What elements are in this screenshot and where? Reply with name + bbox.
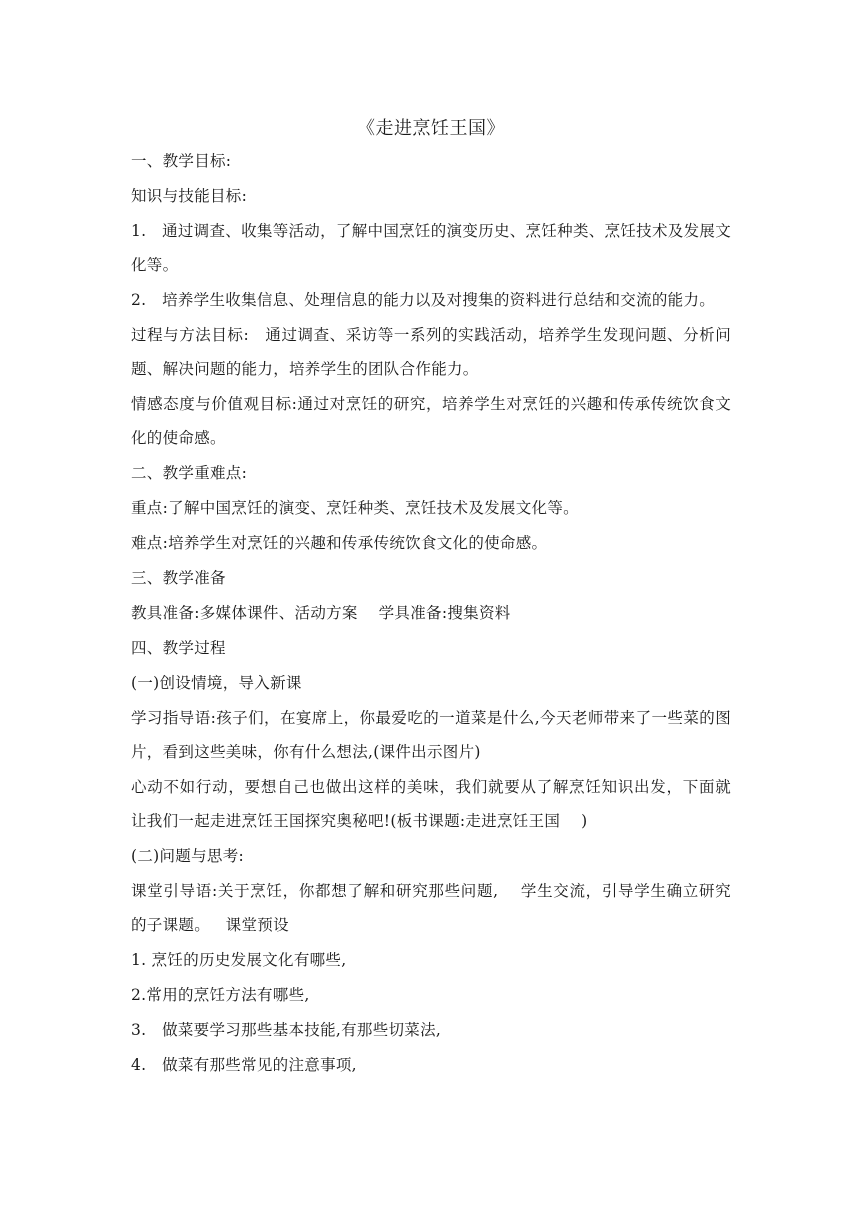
guide-paragraph-1: 学习指导语:孩子们，在宴席上，你最爱吃的一道菜是什么,今天老师带来了一些菜的图片，看到这些美味，你有什么想法,(课件出示图片) [131, 709, 731, 761]
key-point: 重点:了解中国烹饪的演变、烹饪种类、烹饪技术及发展文化等。 [131, 499, 579, 517]
emotion-value-objective: 情感态度与价值观目标:通过对烹饪的研究，培养学生对烹饪的兴趣和传承传统饮食文化的使命感。 [131, 395, 731, 447]
preset-question-2: 2.常用的烹饪方法有哪些, [131, 986, 310, 1004]
guide-paragraph-2: 心动不如行动，要想自己也做出这样的美味，我们就要从了解烹饪知识出发，下面就让我们一起走进烹饪王国探究奥秘吧!(板书课题:走进烹饪王国 ) [131, 778, 731, 830]
difficult-point: 难点:培养学生对烹饪的兴趣和传承传统饮食文化的使命感。 [131, 534, 548, 552]
preparation-materials: 教具准备:多媒体课件、活动方案 学具准备:搜集资料 [131, 604, 511, 622]
objective-item-2: 2. 培养学生收集信息、处理信息的能力以及对搜集的资料进行总结和交流的能力。 [131, 291, 716, 309]
subheading-knowledge-skills: 知识与技能目标: [131, 187, 248, 205]
step-heading-2: (二)问题与思考: [131, 847, 245, 865]
preset-question-3: 3. 做菜要学习那些基本技能,有那些切菜法, [131, 1021, 442, 1039]
preset-question-1: 1. 烹饪的历史发展文化有哪些, [131, 951, 347, 969]
document-title: 《走进烹饪王国》 [357, 118, 505, 139]
section-heading-process: 四、教学过程 [131, 639, 226, 657]
document-body [131, 116, 731, 1090]
section-heading-key-points: 二、教学重难点: [131, 464, 248, 482]
preset-question-4: 4. 做菜有那些常见的注意事项, [131, 1056, 357, 1074]
step-heading-1: (一)创设情境，导入新课 [131, 674, 302, 692]
objective-item-1: 1. 通过调查、收集等活动，了解中国烹饪的演变历史、烹饪种类、烹饪技术及发展文化等。 [131, 222, 731, 274]
process-method-objective: 过程与方法目标: 通过调查、采访等一系列的实践活动，培养学生发现问题、分析问题、解决问题的能力，培养学生的团队合作能力。 [131, 326, 731, 378]
section-heading-preparation: 三、教学准备 [131, 569, 226, 587]
class-guide-paragraph: 课堂引导语:关于烹饪，你都想了解和研究那些问题, 学生交流，引导学生确立研究的子课题。 课堂预设 [131, 882, 731, 934]
section-heading-objectives: 一、教学目标: [131, 152, 232, 170]
